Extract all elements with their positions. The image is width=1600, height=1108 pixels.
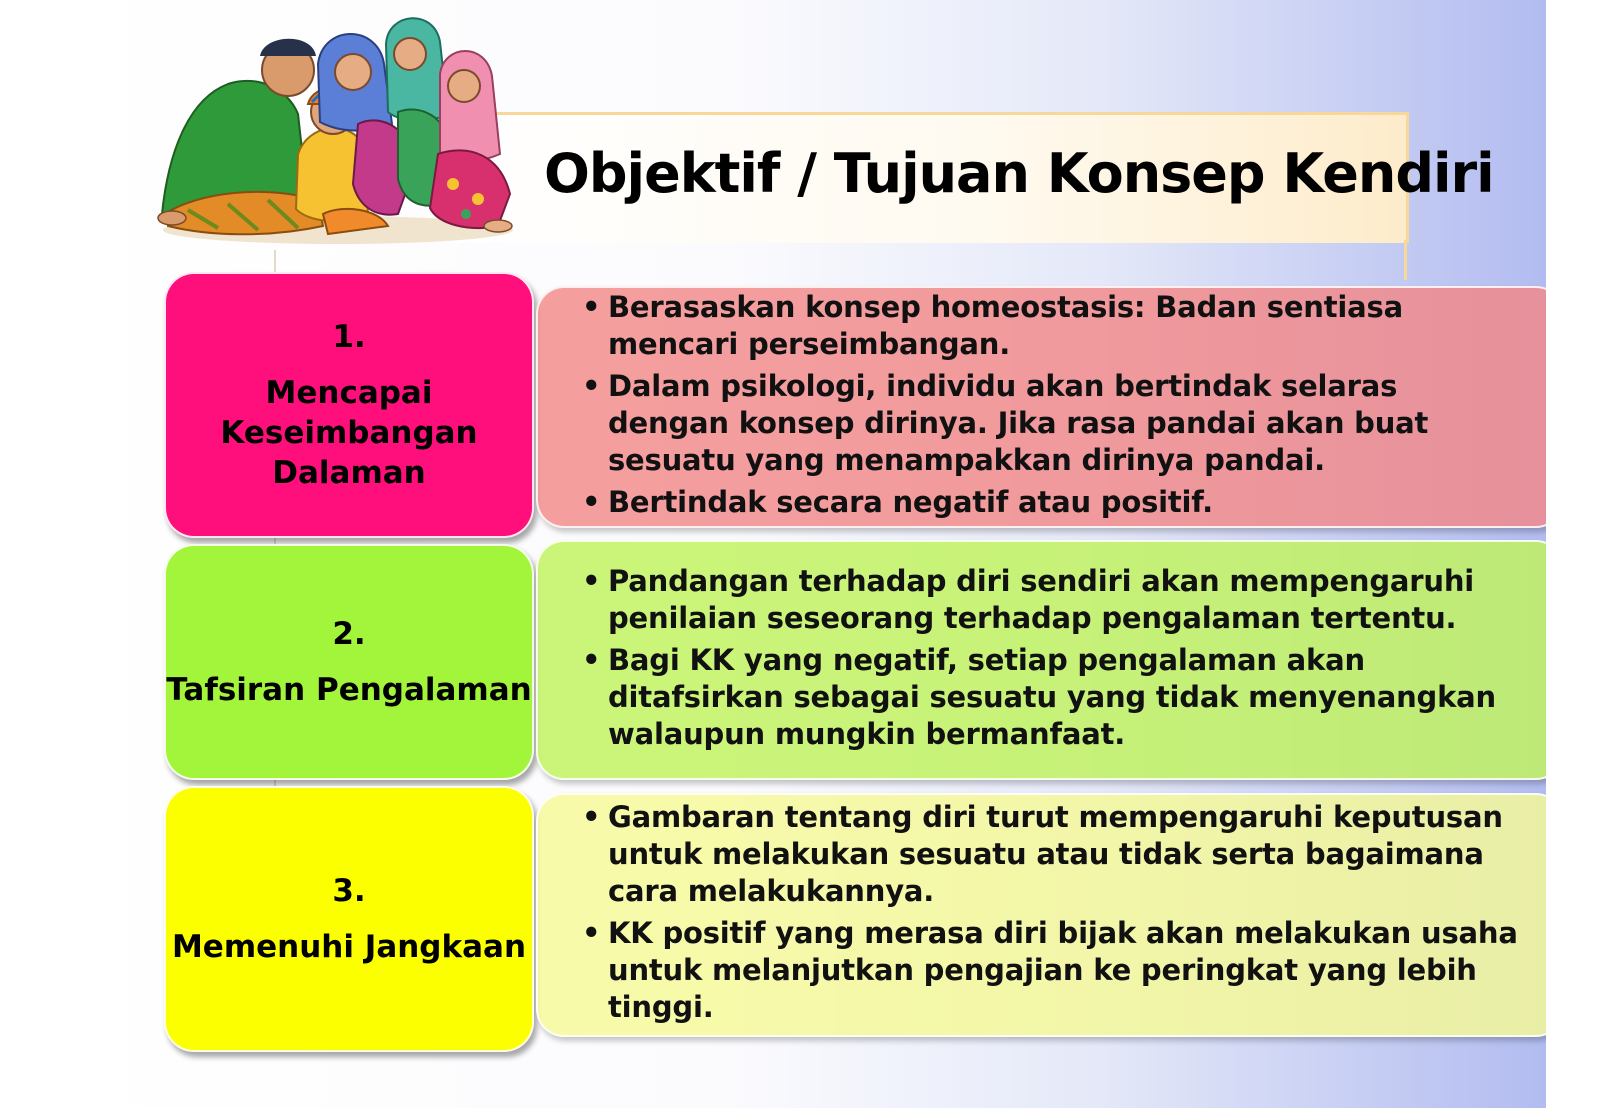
family-illustration-icon (148, 4, 520, 248)
slide (64, 0, 1546, 1108)
bullet-item: • KK positif yang merasa diri bijak akan melakukan usaha untuk melanjutkan pengajian ke peringkat yang lebih tinggi. (582, 915, 1522, 1026)
objective-1-number: 1. (332, 319, 366, 355)
objective-2-label: Tafsiran Pengalaman (166, 672, 532, 708)
objective-2-label-box (164, 544, 534, 780)
objective-3-bullets (582, 799, 1522, 1031)
title-band-rule (1404, 240, 1407, 280)
objective-2-number: 2. (332, 616, 366, 652)
slide-title: Objektif / Tujuan Konsep Kendiri (544, 142, 1494, 205)
bullet-item: • Bagi KK yang negatif, setiap pengalaman akan ditafsirkan sebagai sesuatu yang tidak menyenangkan walaupun mungkin bermanfaat. (582, 642, 1522, 753)
bullet-item: • Berasaskan konsep homeostasis: Badan sentiasa mencari perseimbangan. (582, 289, 1522, 363)
objective-2-description (536, 540, 1546, 780)
objective-3-number: 3. (332, 873, 366, 909)
objective-3-description (536, 793, 1546, 1037)
bullet-item: • Dalam psikologi, individu akan bertindak selaras dengan konsep dirinya. Jika rasa pandai akan buat sesuatu yang menampakkan dirinya pandai. (582, 368, 1522, 479)
objective-1-description (536, 286, 1546, 528)
objective-2-bullets (582, 563, 1522, 758)
objective-1-label: Mencapai Keseimbangan Dalaman (220, 375, 478, 491)
bullet-item: • Gambaran tentang diri turut mempengaruhi keputusan untuk melakukan sesuatu atau tidak serta bagaimana cara melakukannya. (582, 799, 1522, 910)
objective-3-label-box (164, 786, 534, 1052)
bullet-item: • Pandangan terhadap diri sendiri akan mempengaruhi penilaian seseorang terhadap pengalaman tertentu. (582, 563, 1522, 637)
bullet-item: • Bertindak secara negatif atau positif. (582, 484, 1522, 521)
objective-1-bullets (582, 289, 1522, 526)
objective-1-label-box (164, 272, 534, 538)
objective-3-label: Memenuhi Jangkaan (171, 929, 527, 965)
